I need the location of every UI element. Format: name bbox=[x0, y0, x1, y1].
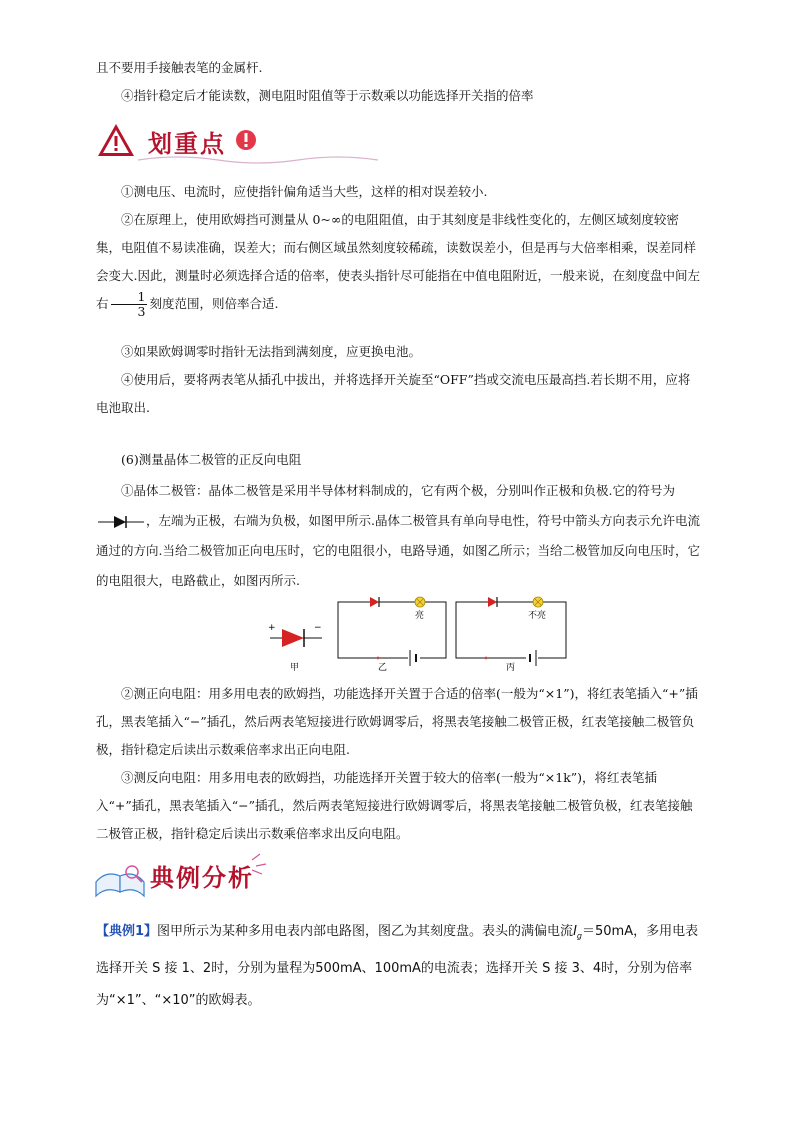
figure-c-circuit bbox=[456, 597, 566, 673]
diode-paragraph-1-text: ①晶体二极管：晶体二极管是采用半导体材料制成的，它有两个极，分别叫作正极和负极.它的符号为 bbox=[121, 483, 675, 498]
text-line: ④指针稳定后才能读数，测电阻时阻值等于示数乘以功能选择开关指的倍率 bbox=[121, 88, 534, 103]
ig-symbol: $I_g$ bbox=[573, 924, 582, 941]
key-points-banner bbox=[98, 120, 398, 164]
book-icon bbox=[96, 874, 120, 896]
example-title: 典例分析 bbox=[150, 864, 254, 892]
key-points-title: 划重点 bbox=[148, 130, 226, 158]
minus-label: − bbox=[314, 623, 322, 633]
section-heading: (6)测量晶体二极管的正反向电阻 bbox=[121, 452, 302, 467]
lamp-on-label: 亮 bbox=[415, 611, 425, 621]
example-text-b: ＝50mA，多用电表选择开关 S 接 1、2时，分别为量程为500mA、100mA的电流表；选择开关 S 接 3、4时，分别为倍率为“×1”、“×10”的欧姆表。 bbox=[96, 924, 699, 1008]
key-point-1: ①测电压、电流时，应使指针偏角适当大些，这样的相对误差较小. bbox=[121, 184, 488, 199]
example-1-text bbox=[96, 916, 700, 1017]
figure-b-circuit bbox=[338, 597, 446, 673]
diode-paragraph-1-text-end: ，左端为正极，右端为负极，如图甲所示.晶体二极管具有单向导电性，符号中箭头方向表示允许电流通过的方向.当给二极管加正向电压时，它的电阻很小，电路导通，如图乙所示；当给二极管加反向电压时，它的电阻很大，电路截止，如图丙所示. bbox=[96, 513, 700, 588]
diode-symbol-icon bbox=[98, 515, 144, 529]
key-point-2-text: ②在原理上，使用欧姆挡可测量从 0~∞的电阻阻值，由于其刻度是非线性变化的，左侧区域刻度较密集，电阻值不易读准确，误差大；而右侧区域虽然刻度较稀疏，读数误差小，但是再与大倍率相乘，误差同样会变大.因此，测量时必须选择合适的倍率，使表头指针尽可能指在中值电阻附近，一般来说，在刻度盘中间左右 bbox=[96, 212, 700, 311]
key-point-2-text-end: 刻度范围，则倍率合适. bbox=[149, 296, 279, 311]
diode-paragraph-2: ②测正向电阻：用多用电表的欧姆挡，功能选择开关置于合适的倍率(一般为“×1”)，将红表笔插入“+”插孔，黑表笔插入“−”插孔，然后两表笔短接进行欧姆调零后，将黑表笔接触二极管正极，红表笔接触二极管负极，指针稳定后读出示数乘倍率求出正向电阻. bbox=[96, 686, 698, 757]
text-line: 且不要用手接触表笔的金属杆. bbox=[96, 60, 263, 75]
figure-label-a: 甲 bbox=[290, 663, 300, 673]
key-point-3: ③如果欧姆调零时指针无法指到满刻度，应更换电池。 bbox=[121, 344, 422, 359]
figure-label-b: 乙 bbox=[378, 663, 388, 673]
example-text-a: 图甲所示为某种多用电表内部电路图，图乙为其刻度盘。表头的满偏电流 bbox=[157, 924, 574, 939]
figure-label-c: 丙 bbox=[506, 663, 516, 673]
diode-paragraph-1 bbox=[96, 476, 700, 596]
key-point-2 bbox=[96, 206, 700, 319]
fraction-one-third: $\frac{1}{3}$ bbox=[111, 290, 148, 319]
figure-a-diode bbox=[268, 623, 322, 673]
diode-circuit-figure bbox=[260, 592, 590, 674]
diode-paragraph-3: ③测反向电阻：用多用电表的欧姆挡，功能选择开关置于较大的倍率(一般为“×1k”)，将红表笔插入“+”插孔，黑表笔插入“−”插孔，然后两表笔短接进行欧姆调零后，将黑表笔接触二极管负极，红表笔接触二极管正极，指针稳定后读出示数乘倍率求出反向电阻。 bbox=[96, 770, 693, 841]
key-point-4: ④使用后，要将两表笔从插孔中拔出，并将选择开关旋至“OFF”挡或交流电压最高挡.若长期不用，应将电池取出. bbox=[96, 372, 691, 415]
lamp-off-label: 不亮 bbox=[528, 611, 547, 621]
example-tag: 【典例1】 bbox=[96, 924, 158, 939]
plus-label: + bbox=[268, 623, 276, 633]
